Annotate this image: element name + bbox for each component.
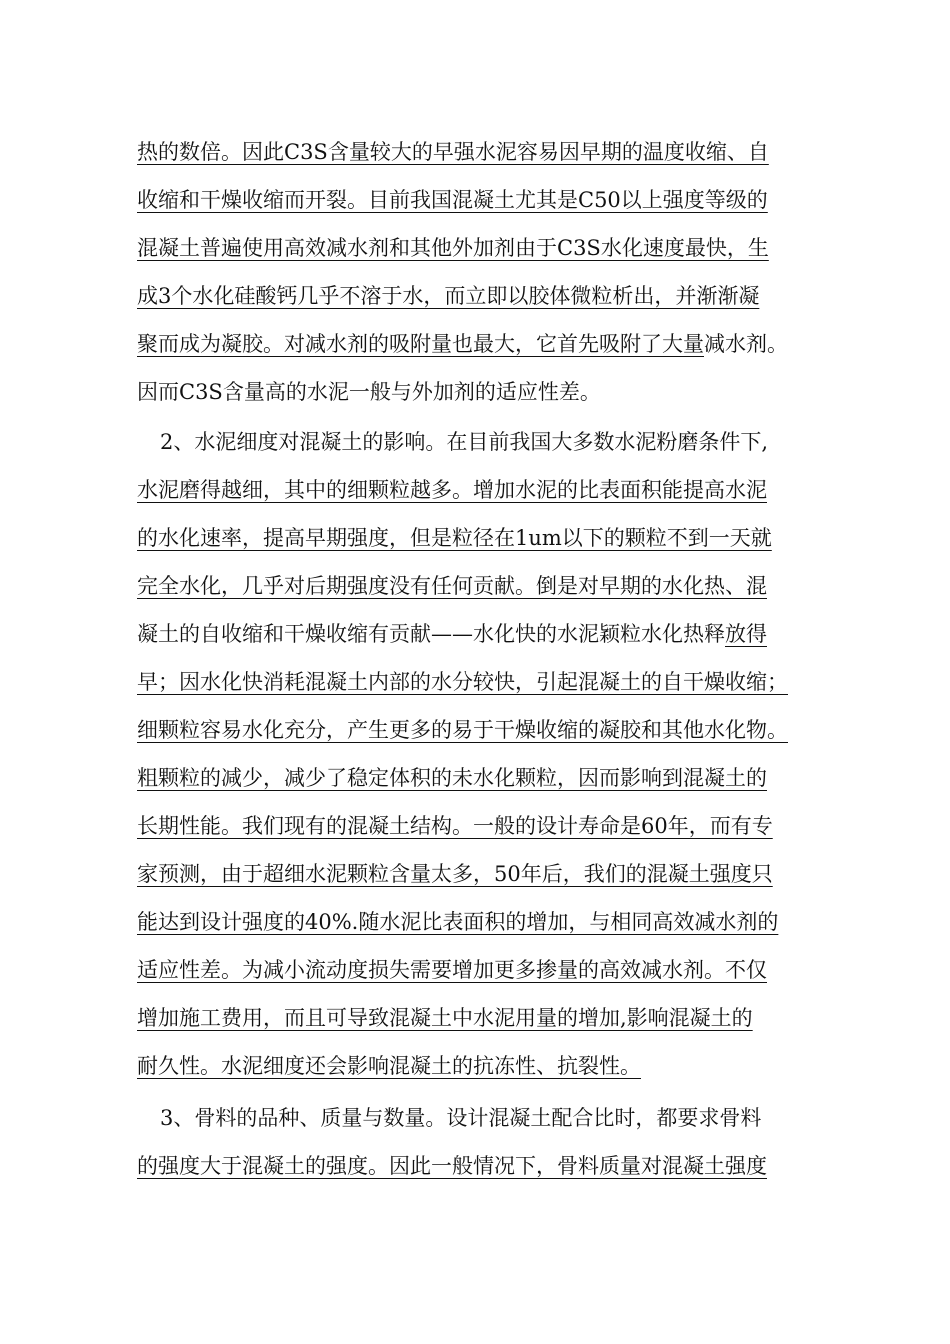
text-line-2: 收缩和干燥收缩而开裂。目前我国混凝土尤其是C50以上强度等级的: [137, 188, 768, 212]
text-line-12: 早；因水化快消耗混凝土内部的水分较快，引起混凝土的自干燥收缩；: [137, 670, 788, 694]
text-line-15: 长期性能。我们现有的混凝土结构。一般的设计寿命是60年，而有专: [137, 814, 773, 838]
text-line-5-tail: 减水剂。: [704, 332, 788, 356]
text-line-3: 混凝土普遍使用高效减水剂和其他外加剂由于C3S水化速度最快，生: [137, 236, 769, 260]
text-line-11-main: 凝土的自收缩和干燥收缩有贡献——水化快的水泥颖粒水化热释: [137, 622, 725, 646]
text-line-16: 家预测，由于超细水泥颗粒含量太多，50年后，我们的混凝土强度只: [137, 862, 773, 886]
text-line-10: 完全水化，几乎对后期强度没有任何贡献。倒是对早期的水化热、混: [137, 574, 767, 598]
text-line-11: [137, 614, 837, 654]
text-line-1: 热的数倍。因此C3S含量较大的早强水泥容易因早期的温度收缩、自: [137, 140, 769, 164]
text-line-22: 的强度大于混凝土的强度。因此一般情况下，骨料质量对混凝土强度: [137, 1154, 767, 1178]
text-line-19: 增加施工费用，而且可导致混凝土中水泥用量的增加,影响混凝土的: [137, 1006, 753, 1030]
text-line-4: 成3个水化硅酸钙几乎不溶于水，而立即以胶体微粒析出，并渐渐凝: [137, 284, 760, 308]
text-line-5-main: 聚而成为凝胶。对减水剂的吸附量也最大，它首先吸附了大量: [137, 332, 704, 356]
text-line-9: 的水化速率，提高早期强度，但是粒径在1um以下的颗粒不到一天就: [137, 526, 772, 550]
text-line-14: 粗颗粒的减少，减少了稳定体积的未水化颗粒，因而影响到混凝土的: [137, 766, 767, 790]
text-line-8: 水泥磨得越细，其中的细颗粒越多。增加水泥的比表面积能提高水泥: [137, 478, 767, 502]
text-line-18: 适应性差。为减小流动度损失需要增加更多掺量的高效减水剂。不仅: [137, 958, 767, 982]
text-line-5: [137, 324, 837, 364]
text-line-17: 能达到设计强度的40%.随水泥比表面积的增加，与相同高效减水剂的: [137, 910, 779, 934]
text-line-7: 2、水泥细度对混凝土的影响。在目前我国大多数水泥粉磨条件下,: [160, 430, 769, 454]
text-line-11-tail: 放得: [725, 622, 767, 646]
text-line-13: 细颗粒容易水化充分，产生更多的易于干燥收缩的凝胶和其他水化物。: [137, 718, 788, 742]
text-line-21: 3、骨料的品种、质量与数量。设计混凝土配合比时，都要求骨料: [160, 1106, 762, 1130]
text-line-20: 耐久性。水泥细度还会影响混凝土的抗冻性、抗裂性。: [137, 1054, 641, 1078]
text-line-6: 因而C3S含量高的水泥一般与外加剂的适应性差。: [137, 380, 601, 404]
